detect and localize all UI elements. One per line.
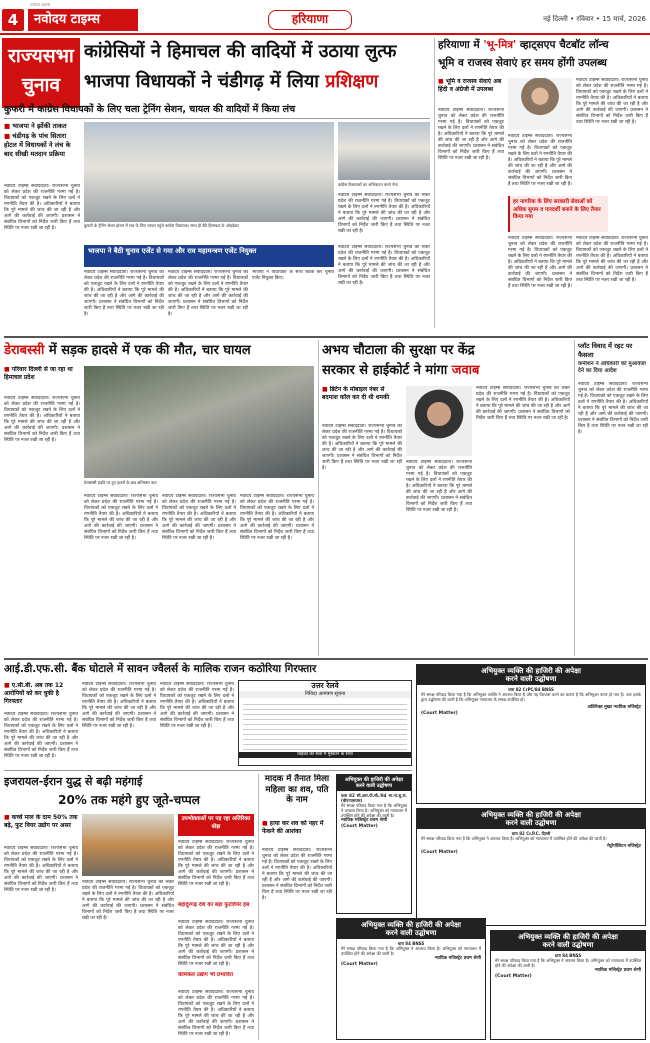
story5-body-col1: नवोदय टाइम्स संवाददाता। राज्यसभा चुनाव को लेकर प्रदेश की राजनीति गरमा गई है। विधायकों को एकजुट रखने के लिए दलों ने रणनीति तैयार की है। अधिकारियों ने बताया कि पूरे मामले की जांच की जा रही है और आगे की कार्रवाई की जाएगी। प्रशासन ने संबंधित विभागों को निर्देश जारी किए हैं तथा स्थिति पर नजर रखी जा रही है।: [4, 712, 78, 759]
story4-caption: डेराबस्सी हाईवे पर हुए हादसे के बाद क्षतिग्रस्त कार: [84, 480, 157, 485]
story3-body-col3: नवोदय टाइम्स संवाददाता। राज्यसभा चुनाव को लेकर प्रदेश की राजनीति गरमा गई है। विधायकों को एकजुट रखने के लिए दलों ने रणनीति तैयार की है। अधिकारियों ने बताया कि पूरे मामले की जांच की जा रही है और आगे की कार्रवाई की जाएगी। प्रशासन ने संबंधित विभागों को निर्देश जारी किए हैं तथा स्थिति पर नजर रखी जा रही है।: [476, 386, 570, 421]
story2-headline-1: हरियाणा में 'भू-मित्र' व्हाट्सएप चैटबॉट लॉन्च: [438, 39, 609, 51]
story6-body-col2: नवोदय टाइम्स संवाददाता। राज्यसभा चुनाव को लेकर प्रदेश की राजनीति गरमा गई है। विधायकों को एकजुट रखने के लिए दलों ने रणनीति तैयार की है। अधिकारियों ने बताया कि पूरे मामले की जांच की जा रही है और आगे की कार्रवाई की जाएगी। प्रशासन ने संबंधित विभागों को निर्देश जारी किए हैं तथा स्थिति पर नजर रखी जा रही है।: [82, 880, 174, 921]
story3-body-col1: नवोदय टाइम्स संवाददाता। राज्यसभा चुनाव को लेकर प्रदेश की राजनीति गरमा गई है। विधायकों को एकजुट रखने के लिए दलों ने रणनीति तैयार की है। अधिकारियों ने बताया कि पूरे मामले की जांच की जा रही है और आगे की कार्रवाई की जाएगी। प्रशासन ने संबंधित विभागों को निर्देश जारी किए हैं तथा स्थिति पर नजर रखी जा रही है।: [322, 424, 402, 471]
story4-body-col4: नवोदय टाइम्स संवाददाता। राज्यसभा चुनाव को लेकर प्रदेश की राजनीति गरमा गई है। विधायकों को एकजुट रखने के लिए दलों ने रणनीति तैयार की है। अधिकारियों ने बताया कि पूरे मामले की जांच की जा रही है और आगे की कार्रवाई की जाएगी। प्रशासन ने संबंधित विभागों को निर्देश जारी किए हैं तथा स्थिति पर नजर रखी जा रही है।: [240, 494, 314, 541]
side-story-body: नवोदय टाइम्स संवाददाता। राज्यसभा चुनाव को लेकर प्रदेश की राजनीति गरमा गई है। विधायकों को एकजुट रखने के लिए दलों ने रणनीति तैयार की है। अधिकारियों ने बताया कि पूरे मामले की जांच की जा रही है और आगे की कार्रवाई की जाएगी। प्रशासन ने संबंधित विभागों को निर्देश जारी किए हैं तथा स्थिति पर नजर रखी जा रही है।: [578, 382, 648, 435]
story4-photo: [84, 366, 314, 478]
story1-photo-main: [84, 122, 334, 222]
court-notice-3: अभियुक्त व्यक्ति की हाजिरी की अपेक्षा करने वाली उद्घोषणा धारा 82 Cr.P.C. दिल्ली मेरे समक्ष परिवाद किया गया है कि अभियुक्त ने अपराध किया है। अभियुक्त को न्यायालय में उपस्थित होने की अपेक्षा की जाती है। मेट्रोपॉलिटन मजिस्ट्रेट (Court Matter): [416, 808, 646, 926]
story4-body-col3: नवोदय टाइम्स संवाददाता। राज्यसभा चुनाव को लेकर प्रदेश की राजनीति गरमा गई है। विधायकों को एकजुट रखने के लिए दलों ने रणनीति तैयार की है। अधिकारियों ने बताया कि पूरे मामले की जांच की जा रही है और आगे की कार्रवाई की जाएगी। प्रशासन ने संबंधित विभागों को निर्देश जारी किए हैं तथा स्थिति पर नजर रखी जा रही है।: [162, 494, 236, 541]
story6-body-col3b: नवोदय टाइम्स संवाददाता। राज्यसभा चुनाव को लेकर प्रदेश की राजनीति गरमा गई है। विधायकों को एकजुट रखने के लिए दलों ने रणनीति तैयार की है। अधिकारियों ने बताया कि पूरे मामले की जांच की जा रही है और आगे की कार्रवाई की जाएगी। प्रशासन ने संबंधित विभागों को निर्देश जारी किए हैं तथा स्थिति पर नजर रखी जा रही है।: [178, 920, 254, 967]
story1-body-col1: नवोदय टाइम्स संवाददाता। राज्यसभा चुनाव को लेकर प्रदेश की राजनीति गरमा गई है। विधायकों को एकजुट रखने के लिए दलों ने रणनीति तैयार की है। अधिकारियों ने बताया कि पूरे मामले की जांच की जा रही है और आगे की कार्रवाई की जाएगी। प्रशासन ने संबंधित विभागों को निर्देश जारी किए हैं तथा स्थिति पर नजर रखी जा रही है।: [4, 184, 80, 231]
story6-headline-1: इजरायल-ईरान युद्ध से बढ़ी महंगाई: [4, 775, 143, 788]
court-notice-4: अभियुक्त व्यक्ति की हाजिरी की अपेक्षा करने वाली उद्घोषणा धारा 84 BNSS मेरे समक्ष परिवाद किया गया है कि अभियुक्त ने अपराध किया है। अभियुक्त को न्यायालय में उपस्थित होने की अपेक्षा की जाती है। न्यायिक मजिस्ट्रेट प्रथम श्रेणी (Court Matter): [336, 918, 486, 1040]
story7-bullet: ■ हत्या कर शव को नहर में फेंकने की आशंका: [262, 820, 324, 835]
story6-body-col3c: नवोदय टाइम्स संवाददाता। राज्यसभा चुनाव को लेकर प्रदेश की राजनीति गरमा गई है। विधायकों को एकजुट रखने के लिए दलों ने रणनीति तैयार की है। अधिकारियों ने बताया कि पूरे मामले की जांच की जा रही है और आगे की कार्रवाई की जाएगी। प्रशासन ने संबंधित विभागों को निर्देश जारी किए हैं तथा स्थिति पर नजर रखी जा रही है।: [178, 990, 254, 1037]
story2-body-col2: नवोदय टाइम्स संवाददाता। राज्यसभा चुनाव को लेकर प्रदेश की राजनीति गरमा गई है। विधायकों को एकजुट रखने के लिए दलों ने रणनीति तैयार की है। अधिकारियों ने बताया कि पूरे मामले की जांच की जा रही है और आगे की कार्रवाई की जाएगी। प्रशासन ने संबंधित विभागों को निर्देश जारी किए हैं तथा स्थिति पर नजर रखी जा रही है।: [508, 134, 572, 187]
story6-box-head: उपभोक्ताओं पर पड़ रहा अतिरिक्त बोझ: [178, 814, 254, 836]
story6-body-col1: नवोदय टाइम्स संवाददाता। राज्यसभा चुनाव को लेकर प्रदेश की राजनीति गरमा गई है। विधायकों को एकजुट रखने के लिए दलों ने रणनीति तैयार की है। अधिकारियों ने बताया कि पूरे मामले की जांच की जा रही है और आगे की कार्रवाई की जाएगी। प्रशासन ने संबंधित विभागों को निर्देश जारी किए हैं तथा स्थिति पर नजर रखी जा रही है।: [4, 846, 78, 893]
story1-body-col2: नवोदय टाइम्स संवाददाता। राज्यसभा चुनाव को लेकर प्रदेश की राजनीति गरमा गई है। विधायकों को एकजुट रखने के लिए दलों ने रणनीति तैयार की है। अधिकारियों ने बताया कि पूरे मामले की जांच की जा रही है और आगे की कार्रवाई की जाएगी। प्रशासन ने संबंधित विभागों को निर्देश जारी किए हैं तथा स्थिति पर नजर रखी जा रही है।: [84, 270, 164, 317]
story3-headline-2: सरकार से हाईकोर्ट ने मांगा जवाब: [322, 363, 480, 378]
story4-bullet: ■ परिवार दिल्ली से जा रहा था हिमाचल प्रदेश: [4, 366, 73, 381]
story4-body-col1: नवोदय टाइम्स संवाददाता। राज्यसभा चुनाव को लेकर प्रदेश की राजनीति गरमा गई है। विधायकों को एकजुट रखने के लिए दलों ने रणनीति तैयार की है। अधिकारियों ने बताया कि पूरे मामले की जांच की जा रही है और आगे की कार्रवाई की जाएगी। प्रशासन ने संबंधित विभागों को निर्देश जारी किए हैं तथा स्थिति पर नजर रखी जा रही है।: [4, 396, 80, 443]
court-notice-5: अभियुक्त व्यक्ति की हाजिरी की अपेक्षा करने वाली उद्घोषणा धारा 84 BNSS मेरे समक्ष परिवाद किया गया है कि अभियुक्त ने अपराध किया है। अभियुक्त को न्यायालय में उपस्थित होने की अपेक्षा की जाती है। न्यायिक मजिस्ट्रेट प्रथम श्रेणी (Court Matter): [490, 930, 646, 1040]
masthead: [0, 0, 650, 36]
story2-headline-2: भूमि व राजस्व सेवाएं हर समय होंगी उपलब्ध: [438, 57, 607, 69]
story1-photo-side: [338, 122, 430, 180]
logo: नवोदय टाइम्स: [28, 9, 138, 31]
story4-body-col2: नवोदय टाइम्स संवाददाता। राज्यसभा चुनाव को लेकर प्रदेश की राजनीति गरमा गई है। विधायकों को एकजुट रखने के लिए दलों ने रणनीति तैयार की है। अधिकारियों ने बताया कि पूरे मामले की जांच की जा रही है और आगे की कार्रवाई की जाएगी। प्रशासन ने संबंधित विभागों को निर्देश जारी किए हैं तथा स्थिति पर नजर रखी जा रही है।: [84, 494, 158, 541]
story1-body-col4: नवोदय टाइम्स संवाददाता। राज्यसभा चुनाव को लेकर प्रदेश की राजनीति गरमा गई है। विधायकों को एकजुट रखने के लिए दलों ने रणनीति तैयार की है। अधिकारियों ने बताया कि पूरे मामले की जांच की जा रही है और आगे की कार्रवाई की जाएगी। प्रशासन ने संबंधित विभागों को निर्देश जारी किए हैं तथा स्थिति पर नजर रखी जा रही है।: [338, 193, 430, 234]
small-logo: नवोदय टाइम्स: [30, 2, 51, 7]
story1-caption: कुफरी के ट्रेनिंग सेशन होटल में लंच के लिए चायल पहुंचे कांग्रेस विधायक। साथ ही बैठे हिमाचल के ओहदेदार: [84, 223, 239, 228]
rajyasabha-kicker: राज्यसभा चुनाव: [2, 38, 80, 108]
story1-body-col3: नवोदय टाइम्स संवाददाता। राज्यसभा चुनाव को लेकर प्रदेश की राजनीति गरमा गई है। विधायकों को एकजुट रखने के लिए दलों ने रणनीति तैयार की है। अधिकारियों ने बताया कि पूरे मामले की जांच की जा रही है और आगे की कार्रवाई की जाएगी। प्रशासन ने संबंधित विभागों को निर्देश जारी किए हैं तथा स्थिति पर नजर रखी जा रही है।: [168, 270, 248, 317]
court-notice-2: अभियुक्त की हाजिरी की अपेक्षा करने वाली उद्घोषणा धारा 82 सी.आर.पी.सी./84 भा.ना.सु.सं.(बीएनएसएस) मेरे समक्ष परिवाद किया गया है कि अभियुक्त ने अपराध किया है। अभियुक्त को न्यायालय में उपस्थित होने की अपेक्षा की जाती है। न्यायिक मजिस्ट्रेट प्रथम श्रेणी (Court Matter): [336, 774, 412, 914]
court-notice-1: अभियुक्त व्यक्ति की हाजिरी की अपेक्षा करने वाली उद्घोषणा धारा 82 CrPC/84 BNSS मेरे समक्ष परिवाद किया गया है कि अभियुक्त व्यक्ति ने अपराध किया है और यह विश्वास करने का कारण है कि अभियुक्त फरार हो गया है। अतः इसके द्वारा उद्घोषणा की जाती है कि अभियुक्त न्यायालय के समक्ष उपस्थित हो। अतिरिक्त मुख्य न्यायिक मजिस्ट्रेट (Court Matter): [416, 664, 646, 804]
story2-bullet: ■ भूमि व राजस्व सेवाएं अब हिंदी व अंग्रेजी में उपलब्ध: [438, 78, 502, 93]
story5-body-col2: नवोदय टाइम्स संवाददाता। राज्यसभा चुनाव को लेकर प्रदेश की राजनीति गरमा गई है। विधायकों को एकजुट रखने के लिए दलों ने रणनीति तैयार की है। अधिकारियों ने बताया कि पूरे मामले की जांच की जा रही है और आगे की कार्रवाई की जाएगी। प्रशासन ने संबंधित विभागों को निर्देश जारी किए हैं तथा स्थिति पर नजर रखी जा रही है।: [82, 682, 156, 729]
story7-headline: मादक में तैनात मिला महिला का शव, पति के नाम: [264, 774, 330, 805]
story2-body-col3: नवोदय टाइम्स संवाददाता। राज्यसभा चुनाव को लेकर प्रदेश की राजनीति गरमा गई है। विधायकों को एकजुट रखने के लिए दलों ने रणनीति तैयार की है। अधिकारियों ने बताया कि पूरे मामले की जांच की जा रही है और आगे की कार्रवाई की जाएगी। प्रशासन ने संबंधित विभागों को निर्देश जारी किए हैं तथा स्थिति पर नजर रखी जा रही है।: [576, 78, 648, 125]
story7-body: नवोदय टाइम्स संवाददाता। राज्यसभा चुनाव को लेकर प्रदेश की राजनीति गरमा गई है। विधायकों को एकजुट रखने के लिए दलों ने रणनीति तैयार की है। अधिकारियों ने बताया कि पूरे मामले की जांच की जा रही है और आगे की कार्रवाई की जाएगी। प्रशासन ने संबंधित विभागों को निर्देश जारी किए हैं तथा स्थिति पर नजर रखी जा रही है।: [262, 848, 332, 901]
story6-sub-2: केमिकल उद्योग भी प्रभावित: [178, 972, 233, 978]
section-title: हरियाणा: [268, 10, 352, 30]
story1-body-col5: नवोदय टाइम्स संवाददाता। राज्यसभा चुनाव को लेकर प्रदेश की राजनीति गरमा गई है। विधायकों को एकजुट रखने के लिए दलों ने रणनीति तैयार की है। अधिकारियों ने बताया कि पूरे मामले की जांच की जा रही है और आगे की कार्रवाई की जाएगी। प्रशासन ने संबंधित विभागों को निर्देश जारी किए हैं तथा स्थिति पर नजर रखी जा रही है।: [338, 245, 430, 286]
story2-body-col2b: नवोदय टाइम्स संवाददाता। राज्यसभा चुनाव को लेकर प्रदेश की राजनीति गरमा गई है। विधायकों को एकजुट रखने के लिए दलों ने रणनीति तैयार की है। अधिकारियों ने बताया कि पूरे मामले की जांच की जा रही है और आगे की कार्रवाई की जाएगी। प्रशासन ने संबंधित विभागों को निर्देश जारी किए हैं तथा स्थिति पर नजर रखी जा रही है।: [508, 236, 572, 289]
story6-body-col3: नवोदय टाइम्स संवाददाता। राज्यसभा चुनाव को लेकर प्रदेश की राजनीति गरमा गई है। विधायकों को एकजुट रखने के लिए दलों ने रणनीति तैयार की है। अधिकारियों ने बताया कि पूरे मामले की जांच की जा रही है और आगे की कार्रवाई की जाएगी। प्रशासन ने संबंधित विभागों को निर्देश जारी किए हैं तथा स्थिति पर नजर रखी जा रही है।: [178, 840, 254, 887]
dateline: नई दिल्ली • रविवार • 15 मार्च, 2026: [543, 15, 646, 23]
story1-info-box: भाजपा ने बैठी चुनाव एजेंट से गया और राव महामन्त्रण एजेंट नियुक्त: [84, 245, 334, 267]
story1-bullet-2: ■ चंडीगढ़ के पांच सितारा होटल में विधायकों ने लंच के बाद सीखी मतदान प्रक्रिया: [4, 132, 71, 158]
page-number: 4: [2, 9, 24, 31]
story5-headline: आई.डी.एफ.सी. बैंक घोटाले में सावन ज्वैलर्स के मालिक राजन कठोरिया गिरफ्तार: [4, 663, 317, 675]
side-story-sub: कमीशन ने अधिकारी को मुआवजा देने का दिया आदेश: [578, 361, 646, 374]
story4-headline: डेराबस्सी में सड़क हादसे में एक की मौत, चार घायल: [4, 343, 251, 358]
story3-body-col2: नवोदय टाइम्स संवाददाता। राज्यसभा चुनाव को लेकर प्रदेश की राजनीति गरमा गई है। विधायकों को एकजुट रखने के लिए दलों ने रणनीति तैयार की है। अधिकारियों ने बताया कि पूरे मामले की जांच की जा रही है और आगे की कार्रवाई की जाएगी। प्रशासन ने संबंधित विभागों को निर्देश जारी किए हैं तथा स्थिति पर नजर रखी जा रही है।: [406, 460, 472, 513]
side-story-head: प्लॉट विवाद में रहट पर फैसला: [578, 342, 633, 359]
story2-body-col1: नवोदय टाइम्स संवाददाता। राज्यसभा चुनाव को लेकर प्रदेश की राजनीति गरमा गई है। विधायकों को एकजुट रखने के लिए दलों ने रणनीति तैयार की है। अधिकारियों ने बताया कि पूरे मामले की जांच की जा रही है और आगे की कार्रवाई की जाएगी। प्रशासन ने संबंधित विभागों को निर्देश जारी किए हैं तथा स्थिति पर नजर रखी जा रही है।: [438, 108, 504, 161]
story2-body-col3b: नवोदय टाइम्स संवाददाता। राज्यसभा चुनाव को लेकर प्रदेश की राजनीति गरमा गई है। विधायकों को एकजुट रखने के लिए दलों ने रणनीति तैयार की है। अधिकारियों ने बताया कि पूरे मामले की जांच की जा रही है और आगे की कार्रवाई की जाएगी। प्रशासन ने संबंधित विभागों को निर्देश जारी किए हैं तथा स्थिति पर नजर रखी जा रही है।: [576, 236, 648, 283]
railway-tender: उत्तर रेलवे निविदा आमंत्रण सूचना ग्राहकों की सेवा में मुस्कान के साथ: [238, 680, 412, 766]
story1-headline-1: कांग्रेसियों ने हिमाचल की वादियों में उठाया लुत्फ: [84, 41, 397, 62]
story3-headline-1: अभय चौटाला की सुरक्षा पर केंद्र: [322, 343, 475, 358]
story1-subhead: कुफरी में कांग्रेस विधायकों के लिए चला ट्रेनिंग सेशन, चायल की वादियों में किया लंच: [4, 104, 296, 115]
story5-body-col3: नवोदय टाइम्स संवाददाता। राज्यसभा चुनाव को लेकर प्रदेश की राजनीति गरमा गई है। विधायकों को एकजुट रखने के लिए दलों ने रणनीति तैयार की है। अधिकारियों ने बताया कि पूरे मामले की जांच की जा रही है और आगे की कार्रवाई की जाएगी। प्रशासन ने संबंधित विभागों को निर्देश जारी किए हैं तथा स्थिति पर नजर रखी जा रही है।: [160, 682, 234, 729]
story1-bullet-1: ■ भाजपा ने झोंकी ताकत: [4, 122, 67, 130]
story5-bullet: ■ ए.सी.बी. अब तक 12 आरोपियों को कर चुकी है गिरफ्तार: [4, 682, 64, 705]
story6-bullet: ■ कच्चे माल के दाम 50% तक बढ़े, फुट वियर उद्योग पर असर: [4, 814, 78, 829]
story2-callout: हर नागरिक के लिए सरकारी सेवाओं को अधिक सुगम व पारदर्शी बनाने के लिए तैयार किया गया: [508, 196, 608, 232]
story1-headline-2: भाजपा विधायकों ने चंडीगढ़ में लिया प्रशिक्षण: [84, 71, 379, 92]
story1-side-caption: कांग्रेस विधायकों का अभिवादन करते नेता: [338, 182, 398, 187]
story6-photo: [82, 814, 174, 876]
story3-bullet: ■ ब्रिटेन के मोबाइल नंबर से बदमाश कॉल कर दी थी धमकी: [322, 386, 390, 401]
story6-sub-1: बहादुरगढ़ देश का बड़ा फुटवियर हब: [178, 902, 250, 908]
story6-headline-2: 20% तक महंगे हुए जूते-चप्पल: [58, 793, 200, 807]
story3-photo: [406, 386, 472, 456]
story1-body-col3b: भाजपा ने विधायकों के साथ बैठक कर चुनाव एजेंट नियुक्त किए।: [252, 270, 334, 281]
story2-photo: [508, 78, 572, 130]
